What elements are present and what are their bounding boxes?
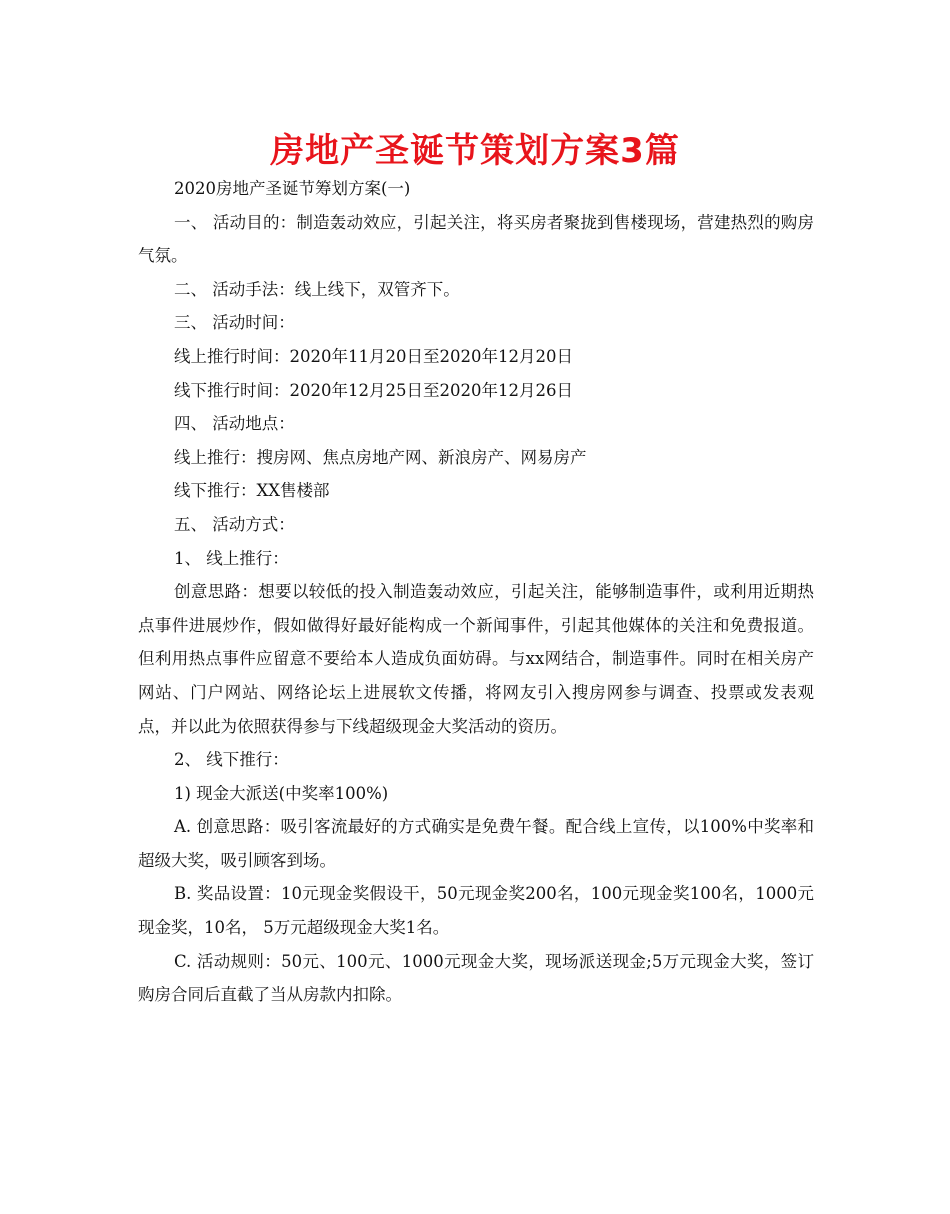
paragraph-format-heading: 五、 活动方式： [174,514,295,534]
paragraph-offline-promo-heading: 2、 线下推行： [174,750,289,770]
paragraph-online-location: 线上推行：搜房网、焦点房地产网、新浪房产、网易房产 [174,447,587,467]
paragraph-prizes: B. 奖品设置：10元现金奖假设干，50元现金奖200名，100元现金奖100名，1000元现金奖，10名， 5万元超级现金大奖1名。 [138,884,814,938]
paragraph-offline-time: 线下推行时间：2020年12月25日至2020年12月26日 [174,380,573,400]
paragraph-cash-giveaway: 1) 现金大派送(中奖率100%) [174,783,389,803]
paragraph-method: 二、 活动手法：线上线下，双管齐下。 [174,279,460,299]
paragraph-location-heading: 四、 活动地点： [174,414,295,434]
document-title: 房地产圣诞节策划方案3篇 [270,131,680,171]
document-body [138,172,814,1012]
paragraph-online-promo-heading: 1、 线上推行： [174,548,289,568]
paragraph-offline-creative: A. 创意思路：吸引客流最好的方式确实是免费午餐。配合线上宣传，以100%中奖率和超级大奖，吸引顾客到场。 [138,817,814,870]
paragraph-time-heading: 三、 活动时间： [174,313,295,333]
paragraph-rules: C. 活动规则：50元、100元、1000元现金大奖，现场派送现金;5万元现金大奖，签订购房合同后直截了当从房款内扣除。 [138,951,814,1005]
paragraph-purpose: 一、 活动目的：制造轰动效应，引起关注，将买房者聚拢到售楼现场，营建热烈的购房气氛。 [138,212,814,266]
paragraph-offline-location: 线下推行：XX售楼部 [174,481,330,501]
paragraph-online-creative: 创意思路：想要以较低的投入制造轰动效应，引起关注，能够制造事件，或利用近期热点事件进展炒作，假如做得好最好能构成一个新闻事件，引起其他媒体的关注和免费报道。但利用热点事件应留意不要给本人造成负面妨碍。与xx网结合，制造事件。同时在相关房产网站、门户网站、网络论坛上进展软文传播，将网友引入搜房网参与调查、投票或发表观点，并以此为依照获得参与下线超级现金大奖活动的资历。 [138,582,814,736]
paragraph-online-time: 线上推行时间：2020年11月20日至2020年12月20日 [174,346,573,366]
paragraph-subtitle: 2020房地产圣诞节筹划方案(一) [174,179,411,198]
